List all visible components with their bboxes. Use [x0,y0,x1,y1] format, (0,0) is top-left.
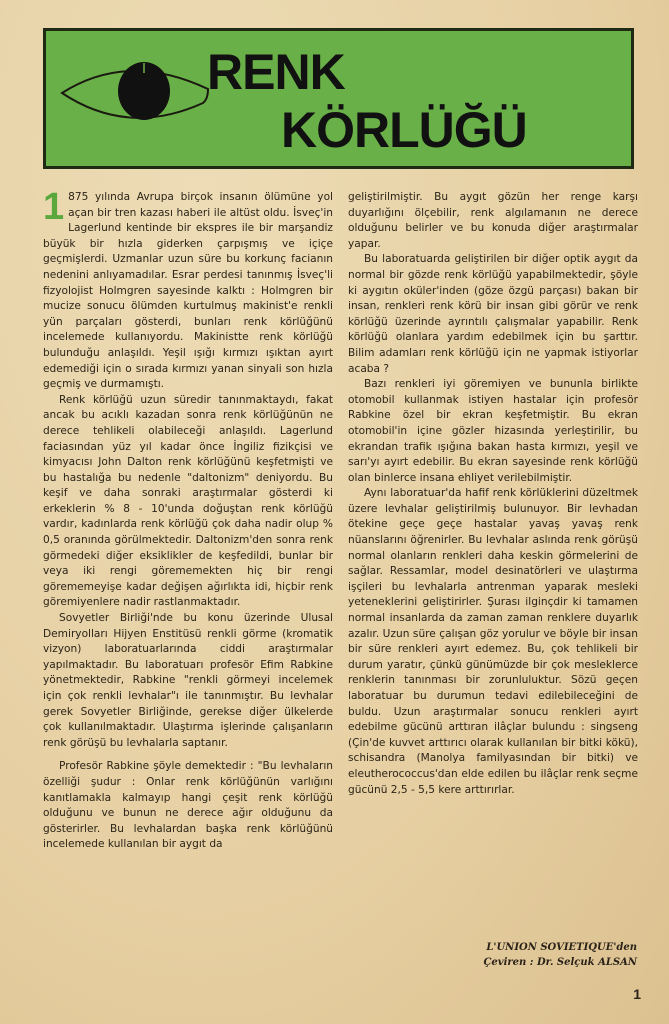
paragraph: 1 875 yılında Avrupa birçok insanın ölümüne yol açan bir tren kazası haberi ile altüst oldu. İsveç'in Lagerlund kentinde bir ekspres ile bir marşandiz büyük bir hızla giderken çarpışmış ve içiçe geçmişlerdi. Uzmanlar uzun süre bu korkunç facianın nedenini anlıyamadılar. Esrar perdesi tanınmış İsveç'li fizyolojist Holmgren sayesinde kalktı : Holmgren bir mucize sonucu ölümden kurtulmuş makinist'e renkli yün parçaları gösterdi, bunları renk körlüğünü incelemede kullanıyordu. Makinistte renk körlüğü bulunduğu anlaşıldı. Yeşil ışığı kırmızı ışıktan ayırt edemediği için o sırada kırmızı yanan sinyali son hızla geçmiş ve durmamıştı. [43,186,333,391]
title-banner [43,28,634,169]
paragraph: Bu laboratuarda geliştirilen bir diğer optik aygıt da normal bir gözde renk körlüğü yapabilmektedir, şöyle ki aygıtın oküler'inden (göze özgü parçası) bakan bir insan, renkleri renk körü bir insan gibi görür ve renk körlüğü üzerinde ayrıntılı çalışmalar yapabilir. Renk körlüğü olanlara yardım edebilmek için bu şarttır. Bilim adamları renk körlüğü için ne yapmak istiyorlar acaba ? [348,253,638,375]
paragraph: Profesör Rabkine şöyle demektedir : "Bu levhaların özelliği şudur : Onlar renk körlüğünün varlığını kanıtlamakla kalmayıp hangi çeşit renk körlüğü olduğunu ve bunun ne derece ağır olduğunu da gösterirler. Bu levhalardan başka renk körlüğünü incelemede kullanılan bir aygıt da [43,760,333,851]
right-column [348,190,638,798]
paragraph: Bazı renkleri iyi göremiyen ve bununla birlikte otomobil kullanmak istiyen hastalar için profesör Rabkine özel bir ekran keşfetmiştir. Bu ekran otomobil'in içine gözler hizasında yerleştirilir, bu ekrandan trafik ışığına bakan hasta kırmızı, yeşil ve sarı'yı ayırt edebilir. Bu ekran sayesinde renk körlüğü olan binlerce insana ehliyet verilebilmiştir. [348,378,638,484]
paragraph: Sovyetler Birliği'nde bu konu üzerinde Ulusal Demiryolları Hijyen Enstitüsü renkli görme (kromatik vizyon) laboratuarlarında ciddi araştırmalar yapılmaktadır. Bu laboratuarı profesör Efim Rabkine yönetmektedir, Rabkine "renkli görmeyi incelemek için çok renkli levhalar"ı ile tanınmıştır. Bu levhalar gerek Sovyetler Birliğinde, gerekse diğer ülkelerde çok kullanılmaktadır. Ulaştırma işlerinde çalışanların renk görüşü bu levhalarla saptanır. [43,612,333,749]
left-column [43,186,333,853]
paragraph: Renk körlüğü uzun süredir tanınmaktaydı, fakat ancak bu acıklı kazadan sonra renk körlüğünün ne derece tehlikeli olabileceği anlaşıldı. Lagerlund faciasından yüz yıl kadar önce İngiliz fizikçisi ve kimyacısı John Dalton renk körlüğünü keşfetmişti ve bu hastalığa bu nedenle "daltonizm" deniyordu. Bu keşif ve daha sonraki araştırmalar gösterdi ki erkeklerin % 8 - 10'unda doğuştan renk körlüğü vardır, kadınlarda renk körlüğü çok daha nadir olup % 0,5 oranında görülmektedir. Daltonizm'den sonra renk görmedeki diğer eksiklikler de keşfedildi, bunlar bir veya iki rengi görememekten hiç bir rengi görememeyişe kadar değişen ağırlıkta idi, hiçbir renk göremiyenlere nadir rastlanmaktadır. [43,393,333,609]
drop-cap: 1 [43,186,65,228]
credit-translator: Çeviren : Dr. Selçuk ALSAN [483,957,637,968]
credit-source: L'UNION SOVIETIQUE'den [486,942,637,953]
paragraph: Aynı laboratuar'da hafif renk körlüklerini düzeltmek üzere levhalar geliştirilmiş bulunuyor. Bir levhadan ötekine geçe geçe hastalar yavaş yavaş renk nüanslarını öğrenirler. Bu levhalar aslında renk görüşü normal olanların renkleri daha keskin görmelerini de sağlar. Ressamlar, model desinatörleri ve ulaştırma işçileri bu levhalarla antrenman yaparak mesleki yeteneklerini geliştirirler. Şurası ilginçdir ki tamamen normal insanlarda da zaman zaman renklere duyarlık azalır. Uzun süre çalışan göz yorulur ve böyle bir insan bir süre renkleri ayırt edemez. Bu, çok tehlikeli bir durum yaratır, çünkü günümüzde bir çok mesleklerce renklerin tanınması bir zorunluluktur. Sözü geçen laboratuar bu durumun tedavi edilebileceğini de buldu. Uzun araştırmalar sonucu renkleri ayırt edebilme gücünü arttıran ilâçlar bulundu : singseng (Çin'de kuvvet arttırıcı olarak kullanılan bir bitki kökü), schisandra (Manolya familyasından bir bitki) ve eleutherococcus'dan elde edilen bu ilâçlar renk seçme gücünü 2,5 - 5,5 kere arttırırlar. [348,487,638,796]
page-number: 1 [633,986,641,1002]
credit-block [483,940,637,970]
title-line-1: RENK [207,44,345,100]
title-line-2: KÖRLÜĞÜ [281,102,527,158]
paragraph: geliştirilmiştir. Bu aygıt gözün her renge karşı duyarlığını ölçebilir, renk algılamanın ne derece olduğunu belirler ve bu konuda diğer araştırmalar yapar. [348,191,638,250]
